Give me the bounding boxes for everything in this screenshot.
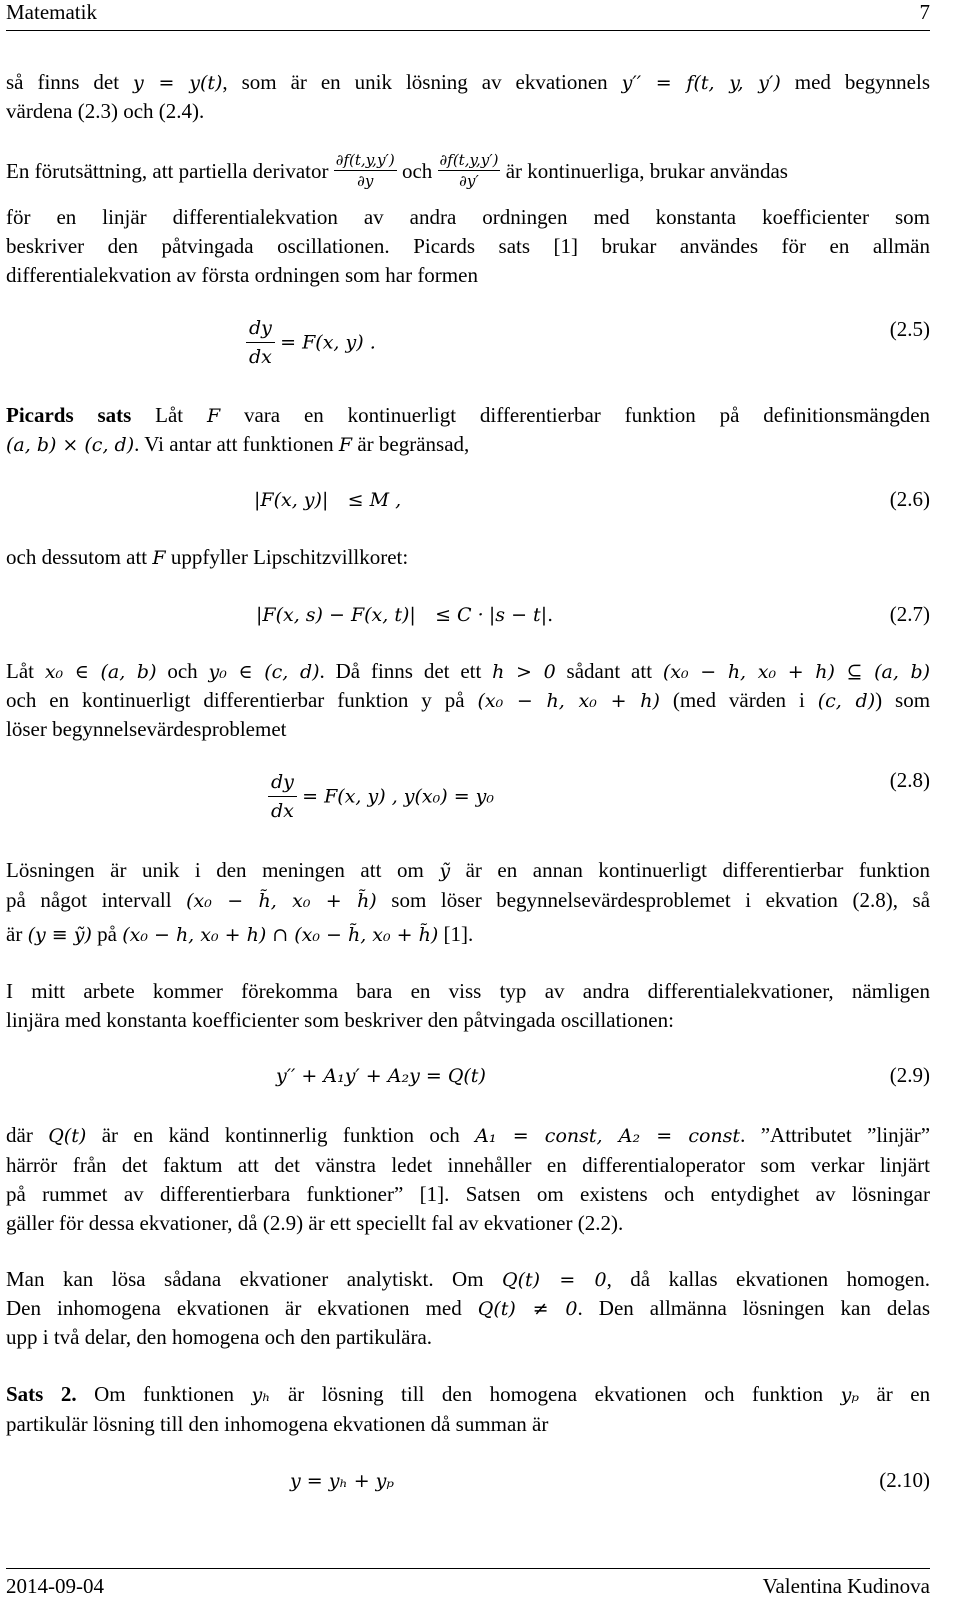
math: y₀ ∈ (c, d) (208, 661, 320, 683)
text: på (97, 922, 117, 946)
math: yₚ (840, 1384, 859, 1406)
picard-line1 (6, 401, 930, 430)
equation-rhs: = F(x, y) . (280, 331, 376, 354)
text: på något intervall (6, 888, 172, 912)
p2-line4: differentialekvation av första ordningen som har formen (6, 263, 478, 287)
text: Låt (6, 659, 34, 683)
equation-2-9 (276, 1063, 486, 1088)
text: En förutsättning, att partiella derivator (6, 158, 329, 183)
math: (x₀ − h, x₀ + h) ⊆ (a, b) (662, 661, 931, 683)
p5-line3 (6, 920, 930, 949)
sats2-line2: partikulär lösning till den inhomogena ekvationen då summan är (6, 1412, 549, 1436)
text: och (401, 158, 433, 183)
fraction-dy-dx (246, 314, 275, 371)
p8-line3: upp i två delar, den homogena och den partikulära. (6, 1325, 433, 1349)
math: h > 0 (492, 661, 556, 683)
text: är kontinuerliga, brukar användas (505, 158, 788, 183)
text: och (167, 659, 198, 683)
math: Q(t) ≠ 0 (477, 1298, 578, 1320)
math: y = y(t) (133, 72, 223, 94)
fraction-dy-dx (268, 768, 297, 825)
math: F (206, 405, 221, 427)
abs-bar: | (256, 604, 263, 626)
frac-den: dx (271, 800, 294, 822)
equation-label-2-7: (2.7) (889, 602, 930, 626)
text: är en annan kontinuerligt differentierbar funktion (465, 858, 931, 882)
p6-line1: I mitt arbete kommer förekomma bara en viss typ av andra differentialekvationer, nämligen (6, 979, 930, 1003)
text: är begränsad, (357, 432, 470, 456)
text: Lösningen är unik i den meningen att om (6, 858, 424, 882)
period: . (547, 604, 554, 626)
text: är en (876, 1382, 931, 1406)
math: F (152, 547, 166, 569)
equation-2-8 (268, 768, 494, 825)
text: och dessutom att (6, 545, 148, 569)
equation-2-5 (246, 314, 376, 371)
frac-num: dy (268, 768, 297, 797)
math: A₁ = const, A₂ = const (475, 1125, 741, 1147)
p1-line2: värdena (2.3) och (2.4). (6, 99, 205, 123)
text: där (6, 1123, 33, 1147)
equation-label-2-8: (2.8) (889, 768, 930, 792)
p8-line2 (6, 1294, 930, 1323)
equation-2-10 (290, 1468, 394, 1493)
p3-line1 (6, 543, 930, 572)
p2-line3: beskriver den påtvingada oscillationen. Picards sats [1] brukar användes för en allmän (6, 234, 930, 258)
partial-derivative-y (334, 150, 397, 191)
math: Q(t) = 0 (502, 1269, 607, 1291)
equation-label-2-5: (2.5) (889, 317, 930, 341)
p5-line1 (6, 856, 930, 885)
math: F(x, s) − F(x, t) (262, 604, 410, 626)
math: F (338, 434, 353, 456)
text: sådant att (566, 659, 653, 683)
math: y′′ + A₁y′ + A₂y = Q(t) (276, 1065, 486, 1087)
math: ≤ C · (435, 604, 484, 626)
p8-line1 (6, 1265, 930, 1294)
equation-label-2-6: (2.6) (889, 487, 930, 511)
text: Låt (155, 403, 184, 427)
p7-line3: på rummet av differentierbara funktioner” [1]. Satsen om existens och entydighet av lösningar (6, 1182, 930, 1206)
frac-den: dx (249, 346, 272, 368)
page-number: 7 (919, 0, 930, 24)
text: , då kallas ekvationen homogen. (606, 1267, 931, 1291)
p6-line2: linjära med konstanta koefficienter som beskriver den påtvingada oscillationen: (6, 1008, 674, 1032)
math: (x₀ − h, x₀ + h) (477, 690, 660, 712)
p7-line4: gäller för dessa ekvationer, då (2.9) är ett speciellt fal av ekvationer (2.2). (6, 1211, 624, 1235)
text: Den inhomogena ekvationen är ekvationen med (6, 1296, 462, 1320)
equation-rhs: = F(x, y) , y(x₀) = y₀ (302, 785, 495, 808)
equation-2-6 (254, 487, 401, 512)
math: (a, b) × (c, d) (6, 434, 135, 456)
math: (x₀ − h̃, x₀ + h̃) (186, 890, 377, 912)
p2-line2: för en linjär differentialekvation av andra ordningen med konstanta koefficienter som (6, 205, 930, 229)
text: är (6, 922, 23, 946)
header-rule (6, 30, 930, 31)
frac-num: dy (246, 314, 275, 343)
text: . ”Attributet ”linjär” (740, 1123, 931, 1147)
text: . Vi antar att funktionen (134, 432, 334, 456)
text: . Då finns det ett (319, 659, 482, 683)
equation-2-7 (256, 602, 553, 627)
text: och en kontinuerligt differentierbar funktion y på (6, 688, 465, 712)
p1-line1 (6, 68, 930, 97)
math: s − t (495, 604, 541, 626)
math: (c, d) (817, 690, 876, 712)
text: Om funktionen (94, 1382, 235, 1406)
frac-num: ∂f(t,y,y′) (335, 151, 395, 169)
p4-line3: löser begynnelsevärdesproblemet (6, 717, 287, 741)
frac-num: ∂f(t,y,y′) (439, 151, 499, 169)
math: x₀ ∈ (a, b) (44, 661, 157, 683)
text: så finns det (6, 70, 120, 94)
math: yₕ (251, 1384, 271, 1406)
math: y = yₕ + yₚ (290, 1470, 395, 1492)
text: vara en kontinuerligt differentierbar funktion på definitionsmängden (243, 403, 931, 427)
math: (y ≡ ỹ) (27, 924, 92, 946)
math: (x₀ − h, x₀ + h) ∩ (x₀ − h̃, x₀ + h̃) (122, 924, 439, 946)
p5-line2 (6, 886, 930, 915)
abs-bar: | (488, 604, 496, 626)
sats2-line1 (6, 1380, 930, 1409)
math: Q(t) (48, 1125, 87, 1147)
math: y′′ = f(t, y, y′) (621, 72, 781, 94)
equation-label-2-10: (2.10) (879, 1468, 930, 1492)
math: F(x, y) (260, 489, 322, 511)
text: ) som (875, 688, 931, 712)
p2-line1 (6, 150, 930, 208)
theorem-title: Picards sats (6, 403, 132, 427)
theorem-title: Sats 2. (6, 1382, 77, 1406)
p7-line1 (6, 1121, 930, 1150)
text: (med värden i (672, 688, 805, 712)
text: uppfyller Lipschitzvillkoret: (170, 545, 409, 569)
partial-derivative-yprime (438, 150, 501, 191)
p4-line1 (6, 657, 930, 686)
text: , som är en unik lösning av ekvationen (222, 70, 608, 94)
text: som löser begynnelsevärdesproblemet i ekvation (2.8), så (391, 888, 931, 912)
math: ỹ (439, 860, 451, 882)
footer-rule (6, 1568, 930, 1569)
footer-date: 2014-09-04 (6, 1574, 104, 1598)
abs-bar: | (409, 604, 416, 626)
running-header-subject: Matematik (6, 0, 97, 24)
text: Man kan lösa sådana ekvationer analytiskt. Om (6, 1267, 484, 1291)
p7-line2: härrör från det faktum att det vänstra ledet innehåller en differentialoperator som verkar linjärt (6, 1153, 930, 1177)
math: ≤ M , (347, 489, 402, 511)
abs-bar: | (254, 489, 261, 511)
abs-bar: | (540, 604, 548, 626)
picard-line2 (6, 430, 930, 459)
frac-den: ∂y′ (459, 172, 479, 190)
abs-bar: | (321, 489, 329, 511)
text: är lösning till den homogena ekvationen och funktion (287, 1382, 824, 1406)
frac-den: ∂y (357, 172, 374, 190)
text: [1]. (443, 922, 474, 946)
equation-label-2-9: (2.9) (889, 1063, 930, 1087)
footer-author: Valentina Kudinova (762, 1574, 930, 1598)
text: . Den allmänna lösningen kan delas (577, 1296, 931, 1320)
text: med begynnels (794, 70, 931, 94)
p4-line2 (6, 686, 930, 715)
text: är en känd kontinnerlig funktion och (101, 1123, 460, 1147)
